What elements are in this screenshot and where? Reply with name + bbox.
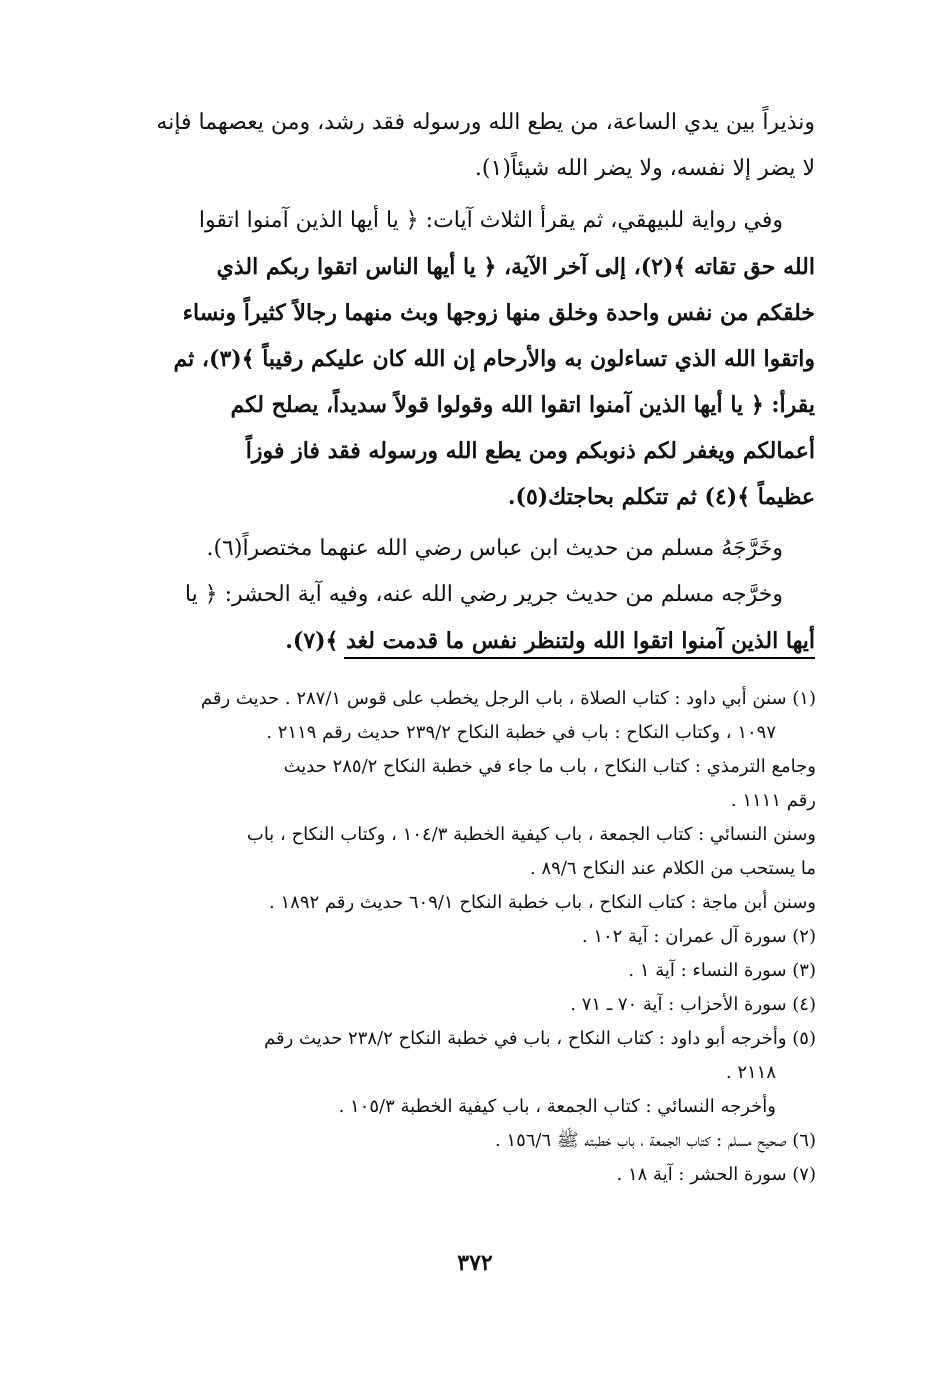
footnote-line: ١٠٩٧ ، وكتاب النكاح : باب في خطبة النكاح ٢٣٩/٢ حديث رقم ٢١١٩ . — [266, 722, 776, 743]
footnote-line: وسنن أبن ماجة : كتاب النكاح ، باب خطبة النكاح ٦٠٩/١ حديث رقم ١٨٩٢ . — [269, 892, 816, 913]
text-line: لا يضر إلا نفسه، ولا يضر الله شيئاً(١). — [474, 156, 815, 181]
text-line: خلقكم من نفس واحدة وخلق منها زوجها وبث منهما رجالاً كثيراً ونساء — [182, 300, 815, 326]
footnote-line: وسنن النسائي : كتاب الجمعة ، باب كيفية الخطبة ١٠٤/٣ ، وكتاب النكاح ، باب — [246, 824, 816, 845]
footnotes — [100, 682, 816, 1192]
text-line: واتقوا الله الذي تساءلون به والأرحام إن الله كان عليكم رقيباً ﴾(٣)، ثم — [173, 346, 815, 372]
footnote-line: (٥) وأخرجه أبو داود : كتاب النكاح ، باب في خطبة النكاح ٢٣٨/٢ حديث رقم — [264, 1028, 816, 1049]
footnote-line: رقم ١١١١ . — [730, 790, 816, 811]
text-line: يقرأ: ﴿ يا أيها الذين آمنوا اتقوا الله وقولوا قولاً سديداً، يصلح لكم — [230, 392, 815, 418]
text-line: وخرَّجه مسلم من حديث جرير رضي الله عنه، وفيه آية الحشر: ﴿ يا — [184, 582, 783, 607]
footnote-divider — [344, 657, 815, 659]
main-text — [95, 100, 815, 664]
footnote-line: (١) سنن أبي داود : كتاب الصلاة ، باب الرجل يخطب على قوس ٢٨٧/١ . حديث رقم — [200, 688, 816, 709]
text-line: أعمالكم ويغفر لكم ذنوبكم ومن يطع الله ورسوله فقد فاز فوزاً — [245, 438, 815, 464]
text-line: أيها الذين آمنوا اتقوا الله ولتنظر نفس ما قدمت لغد ﴾(٧). — [285, 628, 815, 654]
text-line: الله حق تقاته ﴾(٢)، إلى آخر الآية، ﴿ يا أيها الناس اتقوا ربكم الذي — [216, 254, 815, 280]
footnote-line: (٧) سورة الحشر : آية ١٨ . — [616, 1164, 816, 1185]
page-number: ٣٧٢ — [457, 1250, 493, 1276]
footnote-line: وجامع الترمذي : كتاب النكاح ، باب ما جاء في خطبة النكاح ٢٨٥/٢ حديث — [283, 756, 816, 777]
text-line: وخَرَّجَهُ مسلم من حديث ابن عباس رضي الله عنهما مختصراً(٦). — [206, 536, 783, 561]
footnote-line: (٣) سورة النساء : آية ١ . — [628, 960, 816, 981]
text-line: عظيماً ﴾(٤) ثم تتكلم بحاجتك(٥). — [507, 484, 815, 510]
text-line: وفي رواية للبيهقي، ثم يقرأ الثلاث آيات: ﴿ يا أيها الذين آمنوا اتقوا — [198, 208, 783, 233]
footnote-line: وأخرجه النسائي : كتاب الجمعة ، باب كيفية الخطبة ١٠٥/٣ . — [338, 1096, 776, 1117]
footnote-line: ٢١١٨ . — [725, 1062, 776, 1083]
footnote-line: ما يستحب من الكلام عند النكاح ٨٩/٦ . — [529, 858, 816, 879]
footnote-line: (٦) صحيح مسلم : كتاب الجمعة ، باب خطبته ﷺ ١٥٦/٦ . — [494, 1130, 816, 1151]
footnote-line: (٢) سورة آل عمران : آية ١٠٢ . — [581, 926, 816, 947]
text-line: ونذيراً بين يدي الساعة، من يطع الله ورسوله فقد رشد، ومن يعصهما فإنه — [156, 110, 815, 135]
footnote-line: (٤) سورة الأحزاب : آية ٧٠ ـ ٧١ . — [570, 994, 816, 1015]
